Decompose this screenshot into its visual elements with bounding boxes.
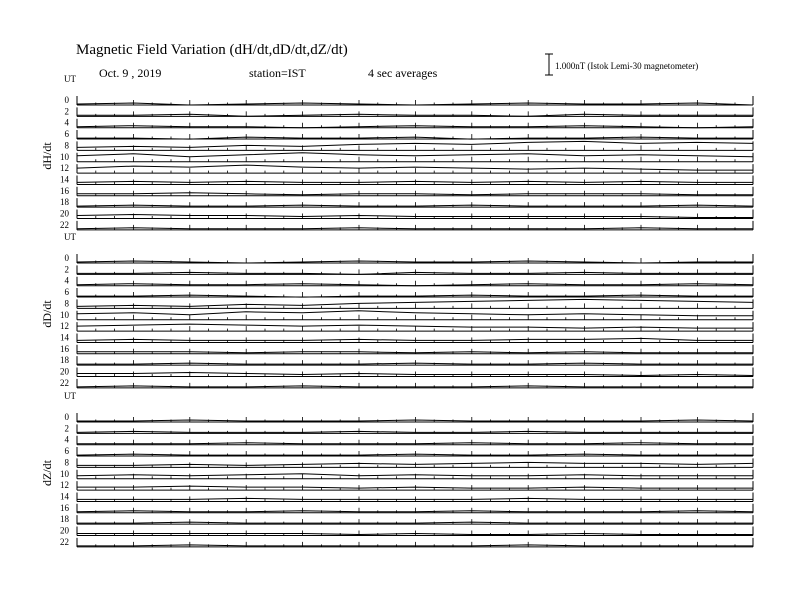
trace-line [77,153,753,157]
date-label: Oct. 9 , 2019 [99,66,162,80]
panel-ylabel: dZ/dt [40,460,54,486]
row-label: 8 [64,457,69,468]
row-label: 22 [60,219,69,230]
scale-bar-label: 1.000nT (Istok Lemi-30 magnetometer) [555,61,699,71]
row-label: 16 [60,502,69,513]
row-label: 16 [60,185,69,196]
row-label: 4 [64,117,69,128]
row-label: 4 [64,275,69,286]
row-label: 10 [60,468,69,479]
row-label: 12 [60,163,69,174]
row-label: 2 [64,106,69,117]
row-label: 6 [64,446,69,457]
row-label: 0 [64,412,69,422]
row-label: 18 [60,355,69,366]
row-label: 6 [64,287,69,298]
panel-2 [40,391,753,547]
row-label: 8 [64,298,69,309]
panel-0 [40,74,753,230]
row-label: 2 [64,264,69,275]
row-label: 20 [60,366,69,377]
row-label: 12 [60,480,69,491]
row-label: 0 [64,95,69,105]
row-label: 20 [60,525,69,536]
row-label: 18 [60,514,69,525]
averaging-label: 4 sec averages [368,66,438,80]
panel-1 [40,232,753,388]
row-label: 6 [64,129,69,140]
row-label: 12 [60,321,69,332]
row-label: 18 [60,197,69,208]
row-label: 14 [60,174,69,185]
panel-ylabel: dD/dt [40,300,54,328]
row-label: 10 [60,151,69,162]
row-label: 22 [60,377,69,388]
row-label: 4 [64,434,69,445]
row-label: 14 [60,491,69,502]
row-label: 22 [60,536,69,547]
chart-title: Magnetic Field Variation (dH/dt,dD/dt,dZ/dt) [76,42,348,58]
time-axis-label: UT [64,232,76,242]
row-label: 8 [64,140,69,151]
row-label: 16 [60,343,69,354]
station-label: station=IST [249,66,306,80]
row-label: 2 [64,423,69,434]
time-axis-label: UT [64,74,76,84]
row-label: 10 [60,309,69,320]
panels [40,74,753,547]
row-label: 14 [60,332,69,343]
time-axis-label: UT [64,391,76,401]
panel-ylabel: dH/dt [40,142,54,170]
scale-bar [545,54,698,75]
row-label: 20 [60,208,69,219]
row-label: 0 [64,253,69,263]
